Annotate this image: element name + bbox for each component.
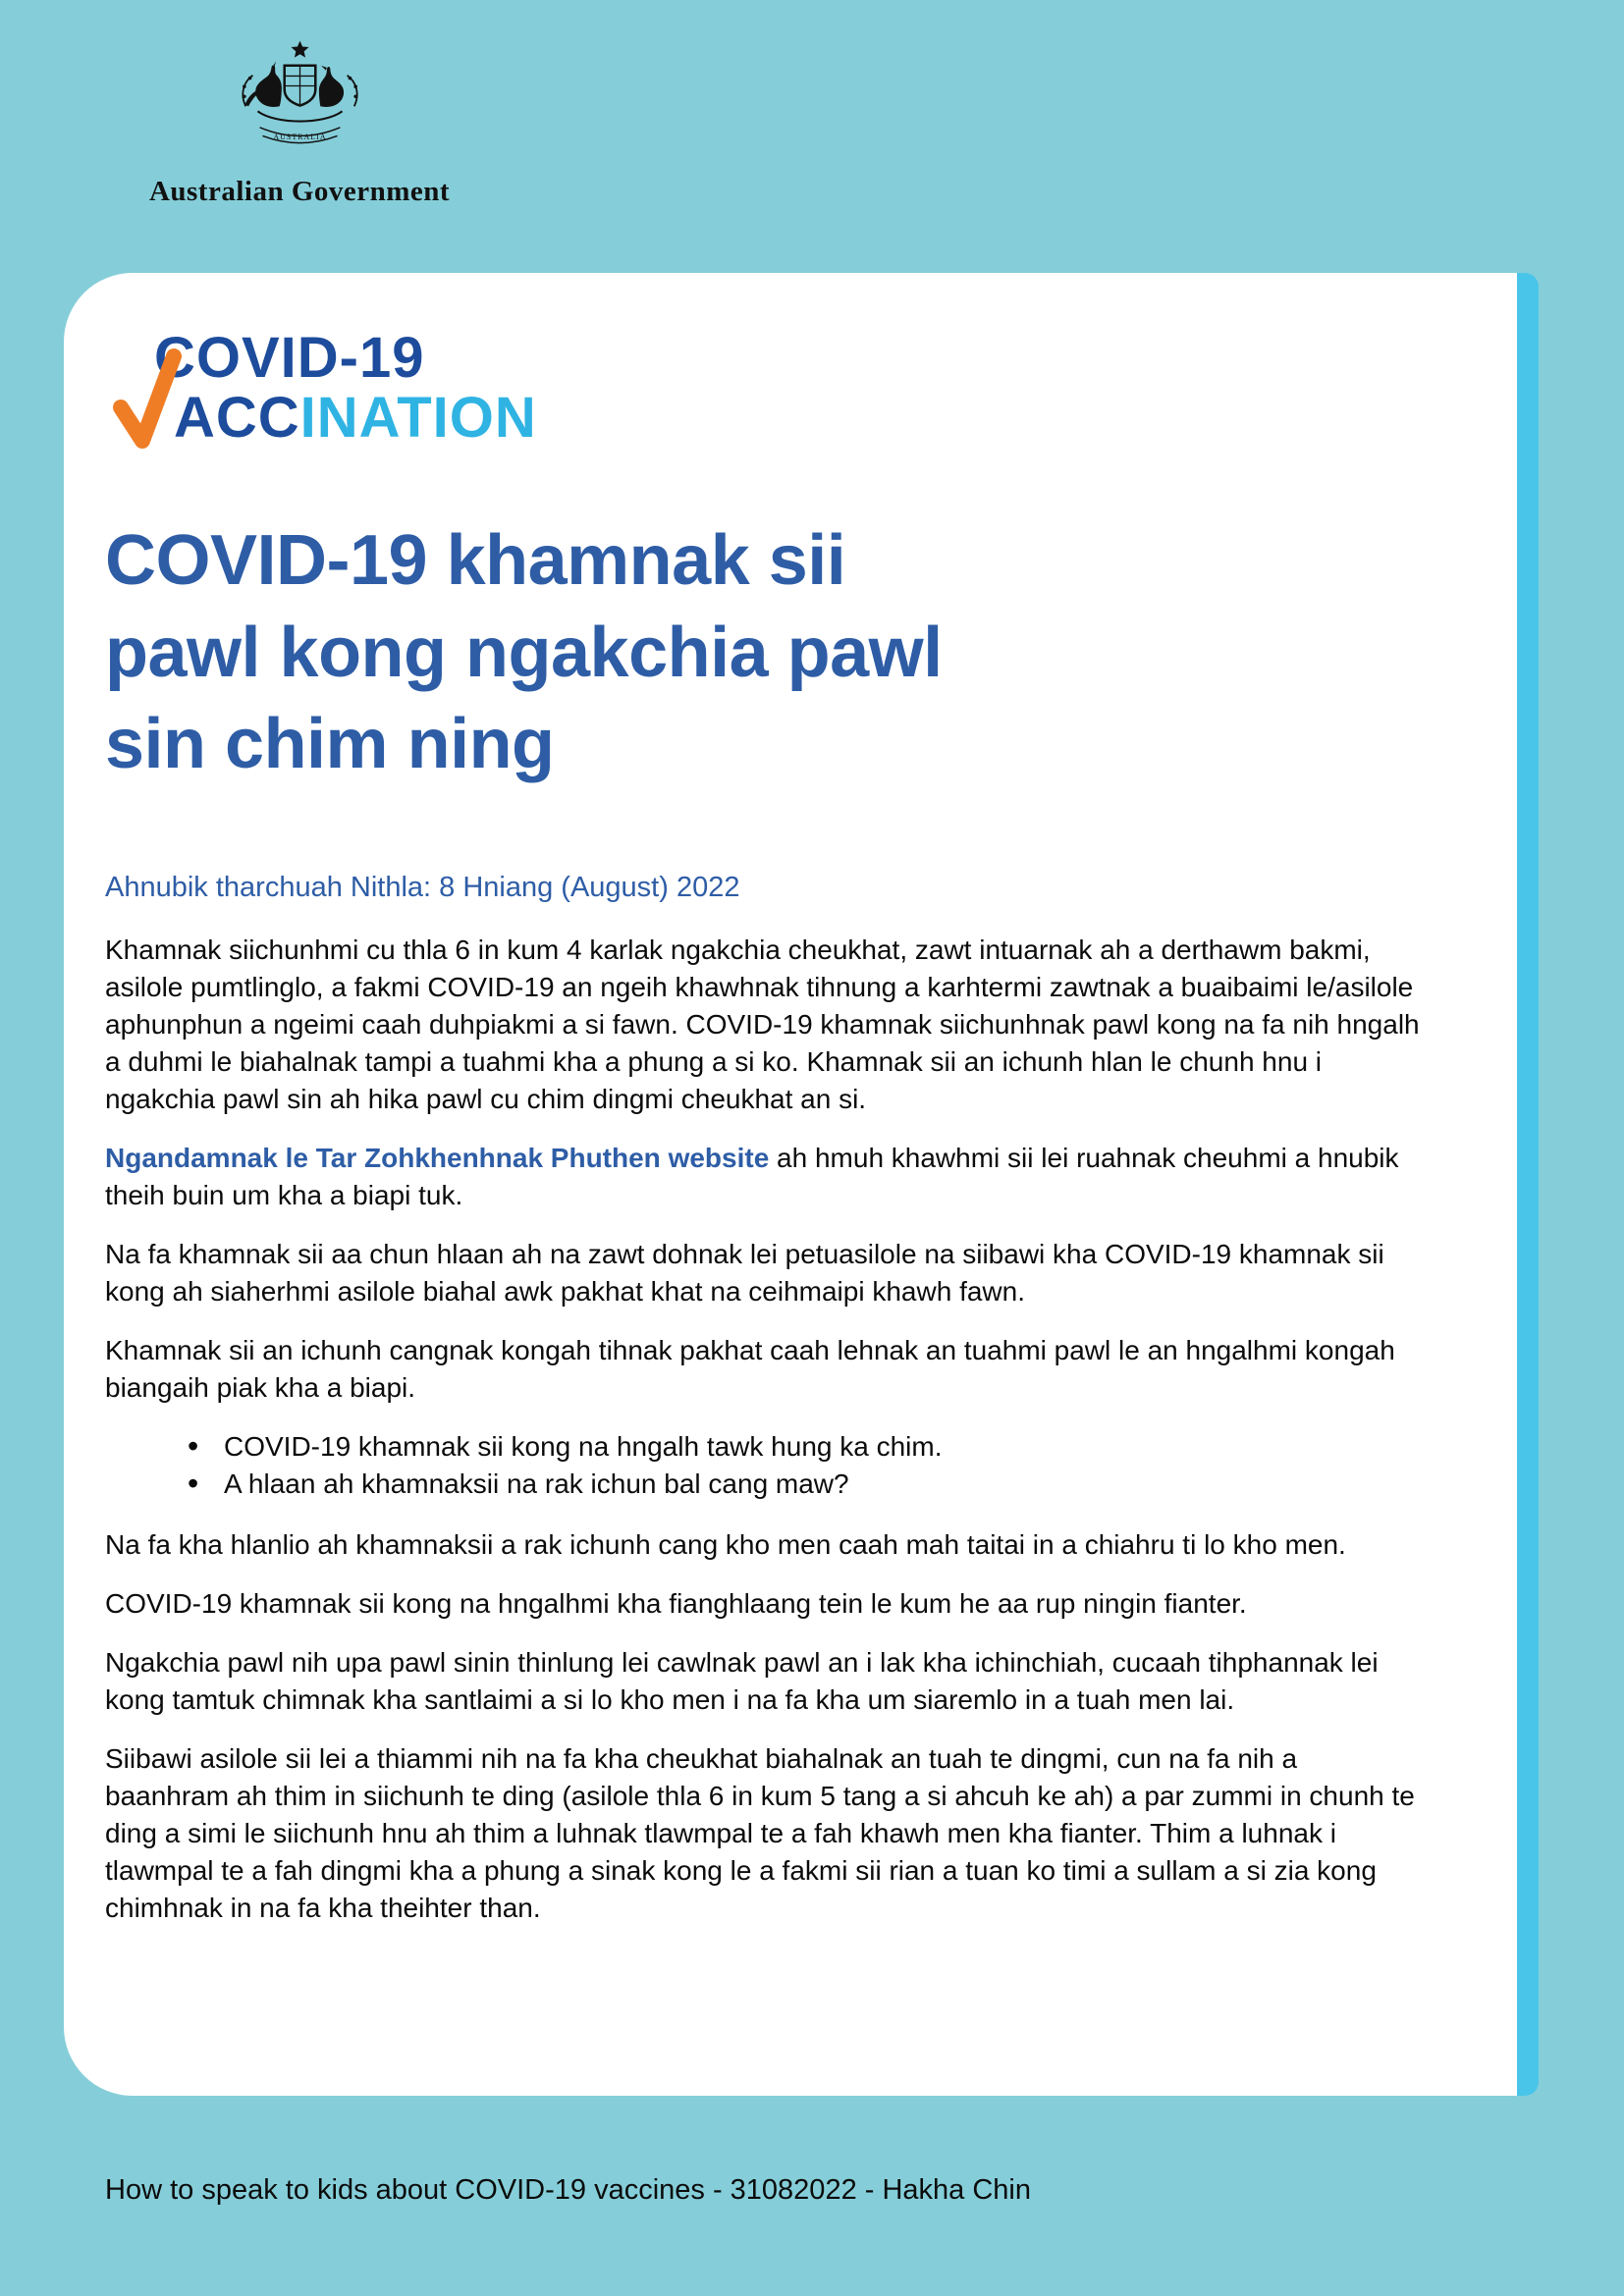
- health-aging-website-link[interactable]: Ngandamnak le Tar Zohkhenhnak Phuthen website: [105, 1142, 770, 1173]
- logo-nation-text: INATION: [299, 386, 537, 451]
- document-footer: How to speak to kids about COVID-19 vaccines - 31082022 - Hakha Chin: [105, 2174, 1031, 2206]
- government-label: Australian Government: [148, 176, 451, 207]
- covid19-vaccination-logo: [113, 328, 1421, 449]
- australian-government-logo: [83, 0, 515, 208]
- logo-acc-text: ACC: [174, 386, 300, 451]
- paragraph-explain-simply: COVID-19 khamnak sii kong na hngalhmi kha fianghlaang tein le kum he aa rup ningin fianter.: [105, 1587, 1247, 1619]
- bullet-item: • A hlaan ah khamnaksii na rak ichun bal cang maw?: [188, 1466, 1385, 1503]
- title-line: sin chim ning: [105, 705, 555, 784]
- title-line: pawl kong ngakchia pawl: [105, 613, 943, 692]
- paragraph-children-emotions: Ngakchia pawl nih upa pawl sinin thinlung lei cawlnak pawl an i lak kha ichinchiah, cucaah tihphannak lei kong tamtuk chimnak kha santlaimi a si lo kho men i na fa kha um siaremlo in a tuah men lai.: [105, 1646, 1379, 1715]
- content-card: [64, 273, 1539, 2096]
- paragraph-intro: Khamnak siichunhmi cu thla 6 in kum 4 karlak ngakchia cheukhat, zawt intuarnak ah a derthawm bakmi, asilole pumtlinglo, a fakmi COVID-19 an ngeih khawhnak tihnung a karhtermi zawtnak a buaibaimi le/asilole aphunphun a ngeimi caah duhpiakmi a si fawn. COVID-19 khamnak siichunhnak pawl kong na fa nih hngalh a duhmi le biahalnak tampi a tuahmi kha a phung a si ko. Khamnak sii an ichunh hlan le chunh hnu i ngakchia pawl sin ah hika pawl cu chim dingmi cheukhat an si.: [105, 934, 1420, 1114]
- coat-of-arms-icon: [219, 37, 381, 167]
- last-updated-line: Ahnubik tharchuah Nithla: 8 Hniang (August) 2022: [105, 871, 740, 903]
- page-title: [105, 515, 1421, 791]
- logo-vaccination-text: [113, 386, 1421, 451]
- tick-icon: [113, 347, 182, 454]
- australia-banner-label: AUSTRALIA: [272, 133, 327, 142]
- paragraph-with-link: [105, 1140, 1421, 1214]
- title-line: COVID-19 khamnak sii: [105, 520, 846, 600]
- paragraph-link-rest: ah hmuh khawhmi sii lei ruahnak cheuhmi a hnubik theih buin um kha a biapi tuk.: [105, 1142, 1399, 1210]
- paragraph-doctor: Na fa khamnak sii aa chun hlaan ah na zawt dohnak lei petuasilole na siibawi kha COVID-19 khamnak sii kong ah siaherhmi asilole biahal awk pakhat khat na ceihmaipi khawh fawn.: [105, 1238, 1384, 1307]
- bullet-item: • COVID-19 khamnak sii kong na hngalh tawk hung ka chim.: [188, 1428, 1385, 1466]
- paragraph-vaccination-process: Siibawi asilole sii lei a thiammi nih na fa kha cheukhat biahalnak an tuah te dingmi, cun na fa nih a baanhram ah thim in siichunh te ding (asilole thla 6 in kum 5 tang a si ahcuh ke ah) a par zummi in chunh te ding a simi le siichunh hnu ah thim a luhnak tlawmpal te a fah khawh men kha fianter. Thim a luhnak i tlawmpal te a fah dingmi kha a phung a sinak kong le a fakmi sii rian a tuan ko timi a sullam a si zia kong chimhnak in na fa kha theihter than.: [105, 1742, 1415, 1923]
- paragraph-previous-vaccine: Na fa kha hlanlio ah khamnaksii a rak ichunh cang kho men caah mah taitai in a chiahru ti lo kho men.: [105, 1528, 1346, 1560]
- paragraph-reassure: Khamnak sii an ichunh cangnak kongah tihnak pakhat caah lehnak an tuahmi pawl le an hngalhmi kongah biangaih piak kha a biapi.: [105, 1334, 1395, 1403]
- logo-covid19-text: COVID-19: [154, 326, 425, 390]
- bullet-list: [188, 1428, 1385, 1503]
